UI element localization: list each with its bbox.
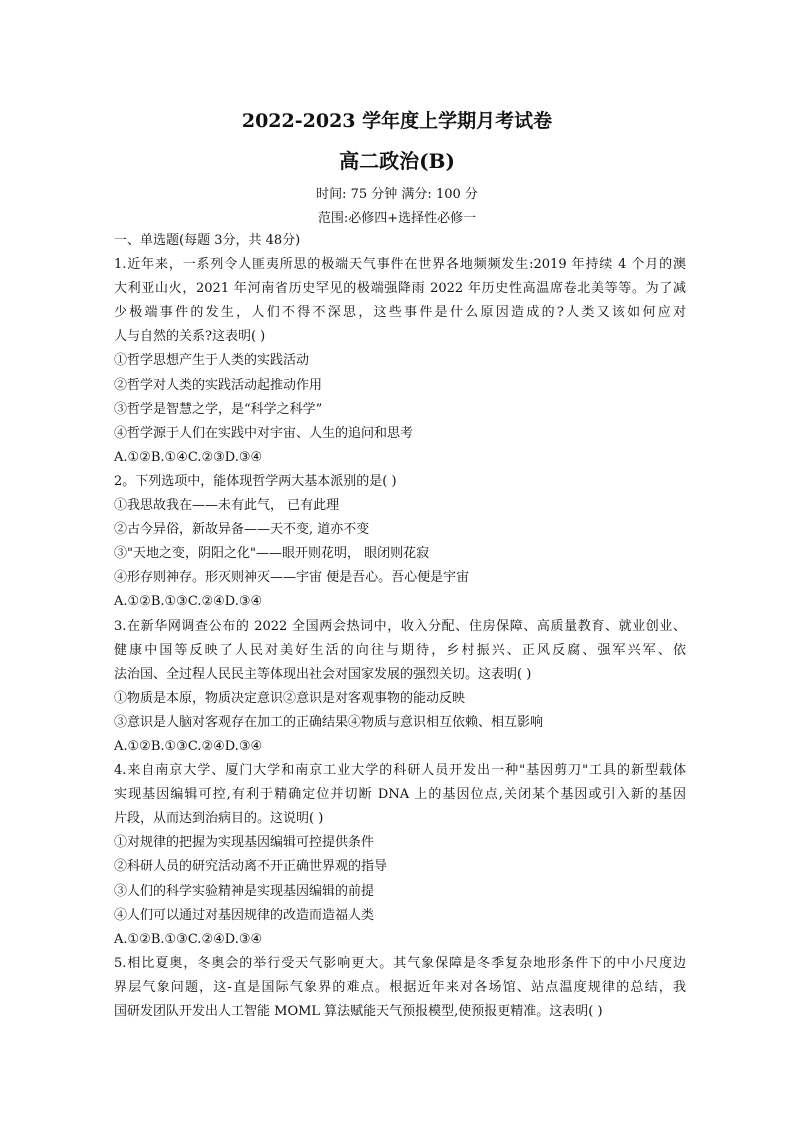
question-option: ②古今异俗，新故异备——天不变, 道亦不变 <box>114 522 370 538</box>
exam-time-info: 时间: 75 分钟 满分: 100 分 <box>316 187 478 202</box>
question-option: ②哲学对人类的实践活动起推动作用 <box>114 377 323 393</box>
question-option: ④哲学源于人们在实践中对宇宙、人生的追问和思考 <box>114 425 414 441</box>
question-stem-line: 1.近年来，一系列令人匪夷所思的极端天气事件在世界各地频频发生:2019 年持续 4 个月的澳 <box>114 257 686 273</box>
question-option: ④人们可以通过对基因规律的改造而造福人类 <box>114 907 375 923</box>
question-option: ④形存则神存。形灭则神灭——宇宙 便是吾心。吾心便是宇宙 <box>114 570 470 586</box>
exam-title: 2022-2023 学年度上学期月考试卷 <box>241 110 553 132</box>
question-option: ③哲学是智慧之学，是“科学之科学” <box>114 401 323 417</box>
question-4 <box>114 759 686 952</box>
exam-content <box>114 229 686 1024</box>
question-2 <box>114 470 686 615</box>
question-choices: A.①②B.①③C.②④D.③④ <box>114 594 263 610</box>
question-option: ①物质是本原，物质决定意识②意识是对客观事物的能动反映 <box>114 690 466 706</box>
question-stem-line: 片段，从而达到治病目的。这说明( ) <box>114 811 324 827</box>
question-stem-line: 实现基因编辑可控,有利于精确定位并切断 DNA 上的基因位点,关闭某个基因或引入新的基因 <box>114 787 686 803</box>
question-option: ①我思故我在——未有此气， 已有此理 <box>114 498 340 514</box>
question-stem-line: 2。下列选项中，能体现哲学两大基本派别的是( ) <box>114 473 397 489</box>
question-stem-line: 少极端事件的发生，人们不得不深思，这些事件是什么原因造成的?人类又该如何应对 <box>114 305 686 321</box>
question-option: ②科研人员的研究活动离不开正确世界观的指导 <box>114 859 388 875</box>
question-stem-line: 界层气象问题，这-直是国际气象界的难点。根据近年来对各场馆、站点温度规律的总结，我 <box>114 979 686 995</box>
question-option: ③意识是人脑对客观存在加工的正确结果④物质与意识相互依赖、相互影响 <box>114 714 544 730</box>
exam-subtitle: 高二政治(B) <box>339 149 455 173</box>
question-choices: A.①②B.①③C.②④D.③④ <box>114 931 263 947</box>
question-stem-line: 3.在新华网调查公布的 2022 全国两会热词中，收入分配、住房保障、高质量教育、就业创业、 <box>114 618 686 634</box>
question-stem-line: 健康中国等反映了人民对美好生活的向往与期待，乡村振兴、正风反腐、强军兴军、依 <box>114 642 686 658</box>
question-stem-line: 5.相比夏奥，冬奥会的举行受天气影响更大。其气象保障是冬季复杂地形条件下的中小尺度边 <box>114 955 686 971</box>
question-stem-line: 人与自然的关系?这表明( ) <box>114 329 266 345</box>
question-choices: A.①②B.①④C.②③D.③④ <box>114 449 263 465</box>
question-option: ③"天地之变，阴阳之化"——眼开则花明， 眼闭则花寂 <box>114 546 430 562</box>
section-heading: 一、单选题(每题 3分，共 48分) <box>114 233 301 248</box>
question-option: ③人们的科学实验精神是实现基因编辑的前提 <box>114 883 375 899</box>
question-choices: A.①②B.①③C.②④D.③④ <box>114 738 263 754</box>
question-1 <box>114 253 686 470</box>
question-5 <box>114 952 686 1024</box>
question-stem-line: 国研发团队开发出人工智能 MOML 算法赋能天气预报模型,使预报更精准。这表明( ) <box>114 1004 603 1019</box>
question-option: ①哲学思想产生于人类的实践活动 <box>114 353 310 369</box>
question-option: ①对规律的把握为实现基因编辑可控提供条件 <box>114 835 375 851</box>
question-stem-line: 大利亚山火，2021 年河南省历史罕见的极端强降雨 2022 年历史性高温席卷北美等等。为了减 <box>114 281 686 297</box>
exam-scope: 范围:必修四+选择性必修一 <box>317 211 477 226</box>
question-3 <box>114 615 686 760</box>
question-stem-line: 法治国、全过程人民民主等体现出社会对国家发展的强烈关切。这表明( ) <box>114 666 532 682</box>
question-stem-line: 4.来自南京大学、厦门大学和南京工业大学的科研人员开发出一种"基因剪刀"工具的新型载体 <box>114 763 686 779</box>
